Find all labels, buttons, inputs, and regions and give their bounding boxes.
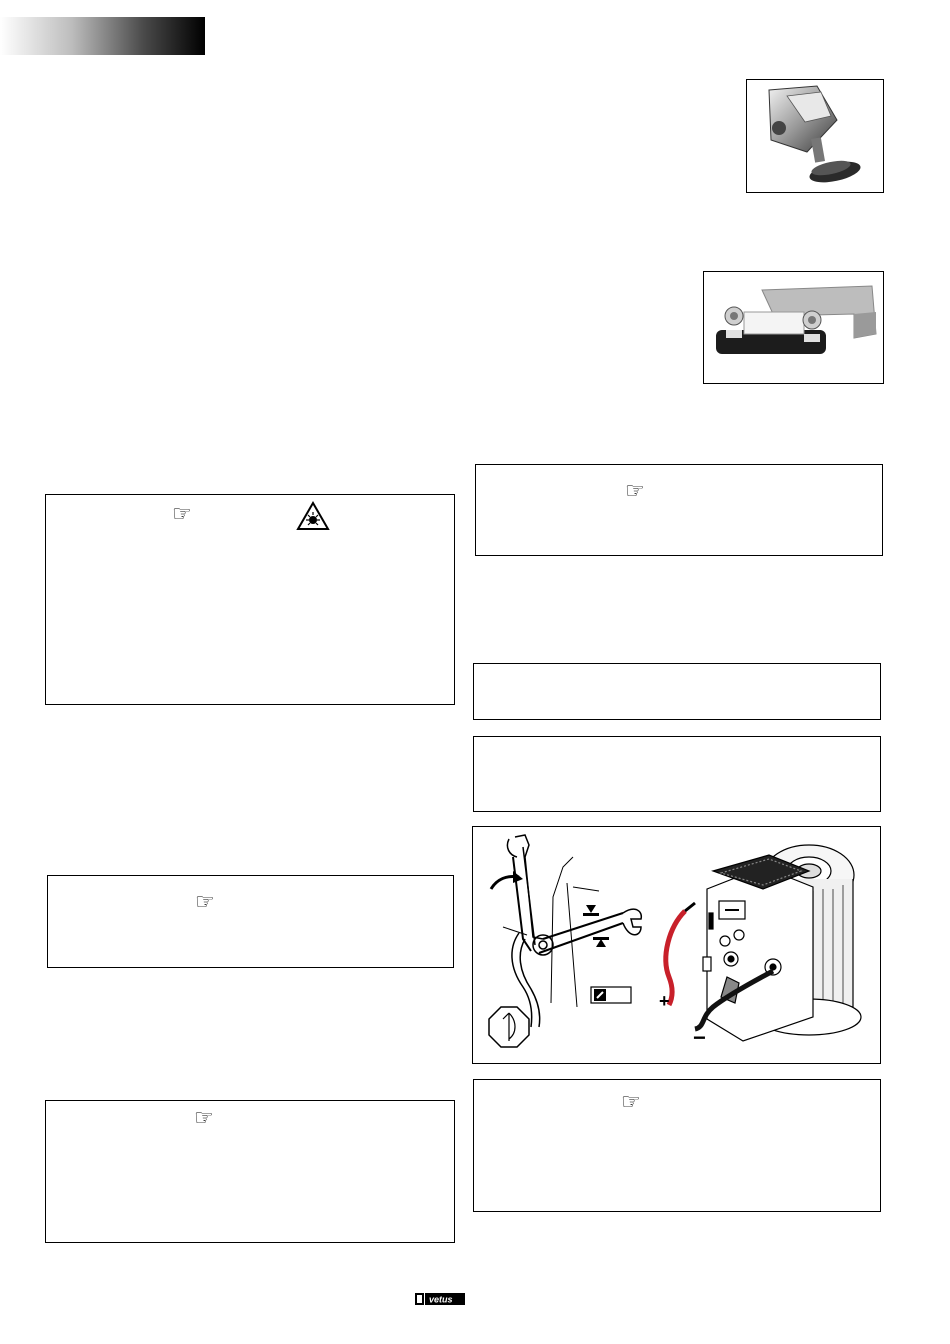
note-box-left-bottom (45, 1100, 455, 1243)
pointing-hand-icon: ☞ (621, 1090, 641, 1115)
note-box-warning (45, 494, 455, 705)
pointing-hand-icon: ☞ (625, 479, 645, 504)
text-box-right-1 (473, 663, 881, 720)
photo-fuse-holder (703, 271, 884, 384)
motor-connection-illustration (473, 827, 880, 1063)
note-box-right-top (475, 464, 883, 556)
plus-label: + (659, 991, 670, 1011)
note-box-left-middle (47, 875, 454, 968)
vetus-logo (415, 1292, 465, 1304)
note-box-right-bottom (473, 1079, 881, 1212)
svg-text:vetus: vetus (429, 1294, 453, 1305)
pointing-hand-icon: ☞ (195, 890, 215, 915)
figure-motor-connection (472, 826, 881, 1064)
pointing-hand-icon: ☞ (172, 502, 192, 527)
header-gradient-bar (0, 17, 205, 55)
photo-cable-clamp (746, 79, 884, 193)
minus-label: − (693, 1025, 706, 1050)
explosion-warning-icon (296, 501, 330, 531)
text-box-right-2 (473, 736, 881, 812)
pointing-hand-icon: ☞ (194, 1106, 214, 1131)
